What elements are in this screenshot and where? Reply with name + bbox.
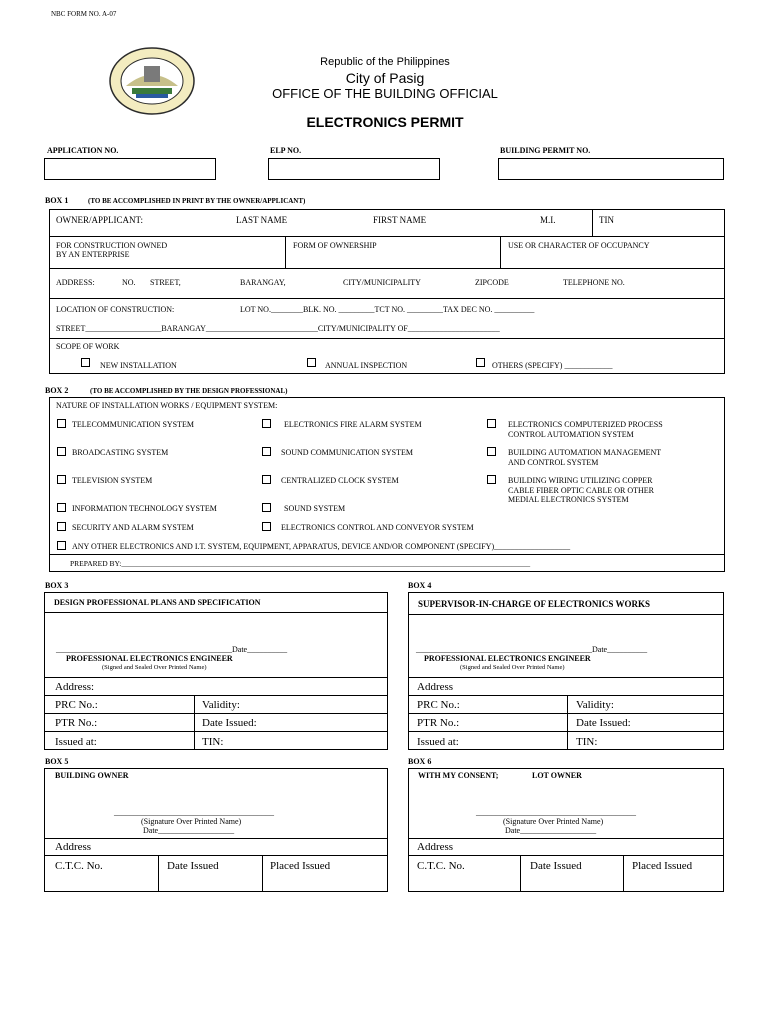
- box4-issued-at-label: Issued at:: [417, 736, 459, 748]
- computerized-label-1: ELECTRONICS COMPUTERIZED PROCESS: [508, 420, 663, 429]
- new-installation-label: NEW INSTALLATION: [100, 361, 177, 370]
- clock-label: CENTRALIZED CLOCK SYSTEM: [281, 476, 399, 485]
- box3-issued-at-label: Issued at:: [55, 736, 97, 748]
- street-line[interactable]: STREET___________________BARANGAY____________________________CITY/MUNICIPALITY OF_______________________: [56, 324, 500, 333]
- box5-signature-label: (Signature Over Printed Name): [141, 817, 242, 826]
- box4-address-label: Address: [417, 681, 454, 693]
- box4-engineer-label: PROFESSIONAL ELECTRONICS ENGINEER: [424, 654, 591, 663]
- box4-date-issued-label: Date Issued:: [576, 717, 631, 729]
- application-no-label: APPLICATION NO.: [47, 146, 119, 155]
- box3-prc-label: PRC No.:: [55, 699, 98, 711]
- fire-alarm-checkbox[interactable]: [262, 419, 271, 428]
- for-construction-label-2: BY AN ENTERPRISE: [56, 250, 130, 259]
- others-label: OTHERS (SPECIFY) ____________: [492, 361, 613, 370]
- box3-label: BOX 3: [45, 581, 69, 590]
- broadcasting-label: BROADCASTING SYSTEM: [72, 448, 169, 457]
- box6-signature-line[interactable]: ________________________________________: [476, 808, 636, 817]
- box3-title: DESIGN PROFESSIONAL PLANS AND SPECIFICATION: [54, 598, 261, 607]
- box5-label: BOX 5: [45, 757, 69, 766]
- republic-heading: Republic of the Philippines: [320, 56, 450, 68]
- box5-date-issued-label: Date Issued: [167, 860, 219, 872]
- box5-address-label: Address: [55, 841, 92, 853]
- box5-placed-issued-label: Placed Issued: [270, 860, 331, 872]
- office-heading: OFFICE OF THE BUILDING OFFICIAL: [272, 86, 498, 101]
- box6-placed-issued-label: Placed Issued: [632, 860, 693, 872]
- box3-tin-label: TIN:: [202, 736, 224, 748]
- box4-validity-label: Validity:: [576, 699, 614, 711]
- info-tech-checkbox[interactable]: [57, 503, 66, 512]
- conveyor-checkbox[interactable]: [262, 522, 271, 531]
- box6-signature-label: (Signature Over Printed Name): [503, 817, 604, 826]
- box6-consent-label: WITH MY CONSENT;: [418, 771, 499, 780]
- box1-instruction: (TO BE ACCOMPLISHED IN PRINT BY THE OWNER/APPLICANT): [88, 197, 306, 205]
- box3-date-issued-label: Date Issued:: [202, 717, 257, 729]
- wiring-label-2: CABLE FIBER OPTIC CABLE OR OTHER: [508, 486, 655, 495]
- box6-address-label: Address: [417, 841, 454, 853]
- address-label: ADDRESS:: [56, 278, 95, 287]
- box4-ptr-label: PTR No.:: [417, 717, 460, 729]
- last-name-label: LAST NAME: [236, 215, 288, 225]
- use-of-occupancy-label: USE OR CHARACTER OF OCCUPANCY: [508, 241, 650, 250]
- box5-signature-line[interactable]: ________________________________________: [114, 808, 274, 817]
- elp-no-label: ELP NO.: [270, 146, 302, 155]
- security-label: SECURITY AND ALARM SYSTEM: [72, 523, 194, 532]
- annual-inspection-label: ANNUAL INSPECTION: [325, 361, 408, 370]
- bldg-auto-checkbox[interactable]: [487, 447, 496, 456]
- sound-comm-checkbox[interactable]: [262, 447, 271, 456]
- wiring-checkbox[interactable]: [487, 475, 496, 484]
- city-heading: City of Pasig: [345, 70, 425, 86]
- annual-inspection-checkbox[interactable]: [307, 358, 316, 367]
- new-installation-checkbox[interactable]: [81, 358, 90, 367]
- television-label: TELEVISION SYSTEM: [72, 476, 153, 485]
- fire-alarm-label: ELECTRONICS FIRE ALARM SYSTEM: [284, 420, 422, 429]
- security-checkbox[interactable]: [57, 522, 66, 531]
- first-name-label: FIRST NAME: [373, 215, 427, 225]
- box5-date-line[interactable]: Date___________________: [143, 826, 235, 835]
- box6-ctc-label: C.T.C. No.: [417, 860, 465, 872]
- info-tech-label: INFORMATION TECHNOLOGY SYSTEM: [72, 504, 217, 513]
- box6-date-line[interactable]: Date___________________: [505, 826, 597, 835]
- box6-label: BOX 6: [408, 757, 432, 766]
- page-title: ELECTRONICS PERMIT: [306, 114, 464, 130]
- box3-engineer-label: PROFESSIONAL ELECTRONICS ENGINEER: [66, 654, 233, 663]
- form-number: NBC FORM NO. A-07: [51, 10, 117, 18]
- elp-no-field[interactable]: [268, 158, 440, 180]
- box1-label: BOX 1: [45, 196, 69, 205]
- prepared-by-line[interactable]: PREPARED BY:_____________________________________________________________________________________________________________: [70, 559, 531, 568]
- for-construction-label-1: FOR CONSTRUCTION OWNED: [56, 241, 168, 250]
- computerized-checkbox[interactable]: [487, 419, 496, 428]
- box5-title: BUILDING OWNER: [55, 771, 129, 780]
- box3-validity-label: Validity:: [202, 699, 240, 711]
- box2-label: BOX 2: [45, 386, 69, 395]
- bldg-auto-label-2: AND CONTROL SYSTEM: [508, 458, 599, 467]
- any-other-label: ANY OTHER ELECTRONICS AND I.T. SYSTEM, EQUIPMENT, APPARATUS, DEVICE AND/OR COMPONENT (SPECIFY)___________________: [72, 542, 571, 551]
- form-of-ownership-label: FORM OF OWNERSHIP: [293, 241, 377, 250]
- owner-applicant-label: OWNER/APPLICANT:: [56, 215, 144, 225]
- box2-instruction: (TO BE ACCOMPLISHED BY THE DESIGN PROFESSIONAL): [90, 387, 288, 395]
- wiring-label-3: MEDIAL ELECTRONICS SYSTEM: [508, 495, 629, 504]
- sound-checkbox[interactable]: [262, 503, 271, 512]
- sound-comm-label: SOUND COMMUNICATION SYSTEM: [281, 448, 414, 457]
- scope-of-work-label: SCOPE OF WORK: [56, 342, 120, 351]
- box3-signature-line[interactable]: ____________________________________________Date__________: [56, 645, 288, 654]
- broadcasting-checkbox[interactable]: [57, 447, 66, 456]
- address-barangay-label: BARANGAY,: [240, 278, 286, 287]
- box4-prc-label: PRC No.:: [417, 699, 460, 711]
- box3-signed-label: (Signed and Sealed Over Printed Name): [102, 664, 207, 671]
- nature-label: NATURE OF INSTALLATION WORKS / EQUIPMENT SYSTEM:: [56, 401, 278, 410]
- conveyor-label: ELECTRONICS CONTROL AND CONVEYOR SYSTEM: [281, 523, 474, 532]
- television-checkbox[interactable]: [57, 475, 66, 484]
- telecom-label: TELECOMMUNICATION SYSTEM: [72, 420, 194, 429]
- telephone-label: TELEPHONE NO.: [563, 278, 625, 287]
- box3-ptr-label: PTR No.:: [55, 717, 98, 729]
- box1-container: [49, 209, 725, 374]
- application-no-field[interactable]: [44, 158, 216, 180]
- mi-label: M.I.: [540, 215, 556, 225]
- location-label: LOCATION OF CONSTRUCTION:: [56, 305, 175, 314]
- address-zipcode-label: ZIPCODE: [475, 278, 509, 287]
- box5-ctc-label: C.T.C. No.: [55, 860, 103, 872]
- box4-signed-label: (Signed and Sealed Over Printed Name): [460, 664, 565, 671]
- lot-line[interactable]: LOT NO.________BLK. NO. _________TCT NO. _________TAX DEC NO. __________: [240, 305, 535, 314]
- box3-address-label: Address:: [55, 681, 95, 693]
- wiring-label-1: BUILDING WIRING UTILIZING COPPER: [508, 476, 653, 485]
- box6-lot-owner-label: LOT OWNER: [532, 771, 582, 780]
- box6-date-issued-label: Date Issued: [530, 860, 582, 872]
- building-permit-no-label: BUILDING PERMIT NO.: [500, 146, 591, 155]
- address-city-label: CITY/MUNICIPALITY: [343, 278, 421, 287]
- bldg-auto-label-1: BUILDING AUTOMATION MANAGEMENT: [508, 448, 662, 457]
- address-no-label: NO.: [122, 278, 136, 287]
- box4-signature-line[interactable]: ____________________________________________Date__________: [416, 645, 648, 654]
- computerized-label-2: CONTROL AUTOMATION SYSTEM: [508, 430, 634, 439]
- box4-tin-label: TIN:: [576, 736, 598, 748]
- box4-label: BOX 4: [408, 581, 432, 590]
- sound-label: SOUND SYSTEM: [284, 504, 346, 513]
- city-seal-icon: [108, 46, 196, 116]
- box4-title: SUPERVISOR-IN-CHARGE OF ELECTRONICS WORKS: [418, 599, 650, 609]
- telecom-checkbox[interactable]: [57, 419, 66, 428]
- clock-checkbox[interactable]: [262, 475, 271, 484]
- others-checkbox[interactable]: [476, 358, 485, 367]
- tin-label: TIN: [599, 215, 614, 225]
- any-other-checkbox[interactable]: [57, 541, 66, 550]
- building-permit-no-field[interactable]: [498, 158, 724, 180]
- address-street-label: STREET,: [150, 278, 181, 287]
